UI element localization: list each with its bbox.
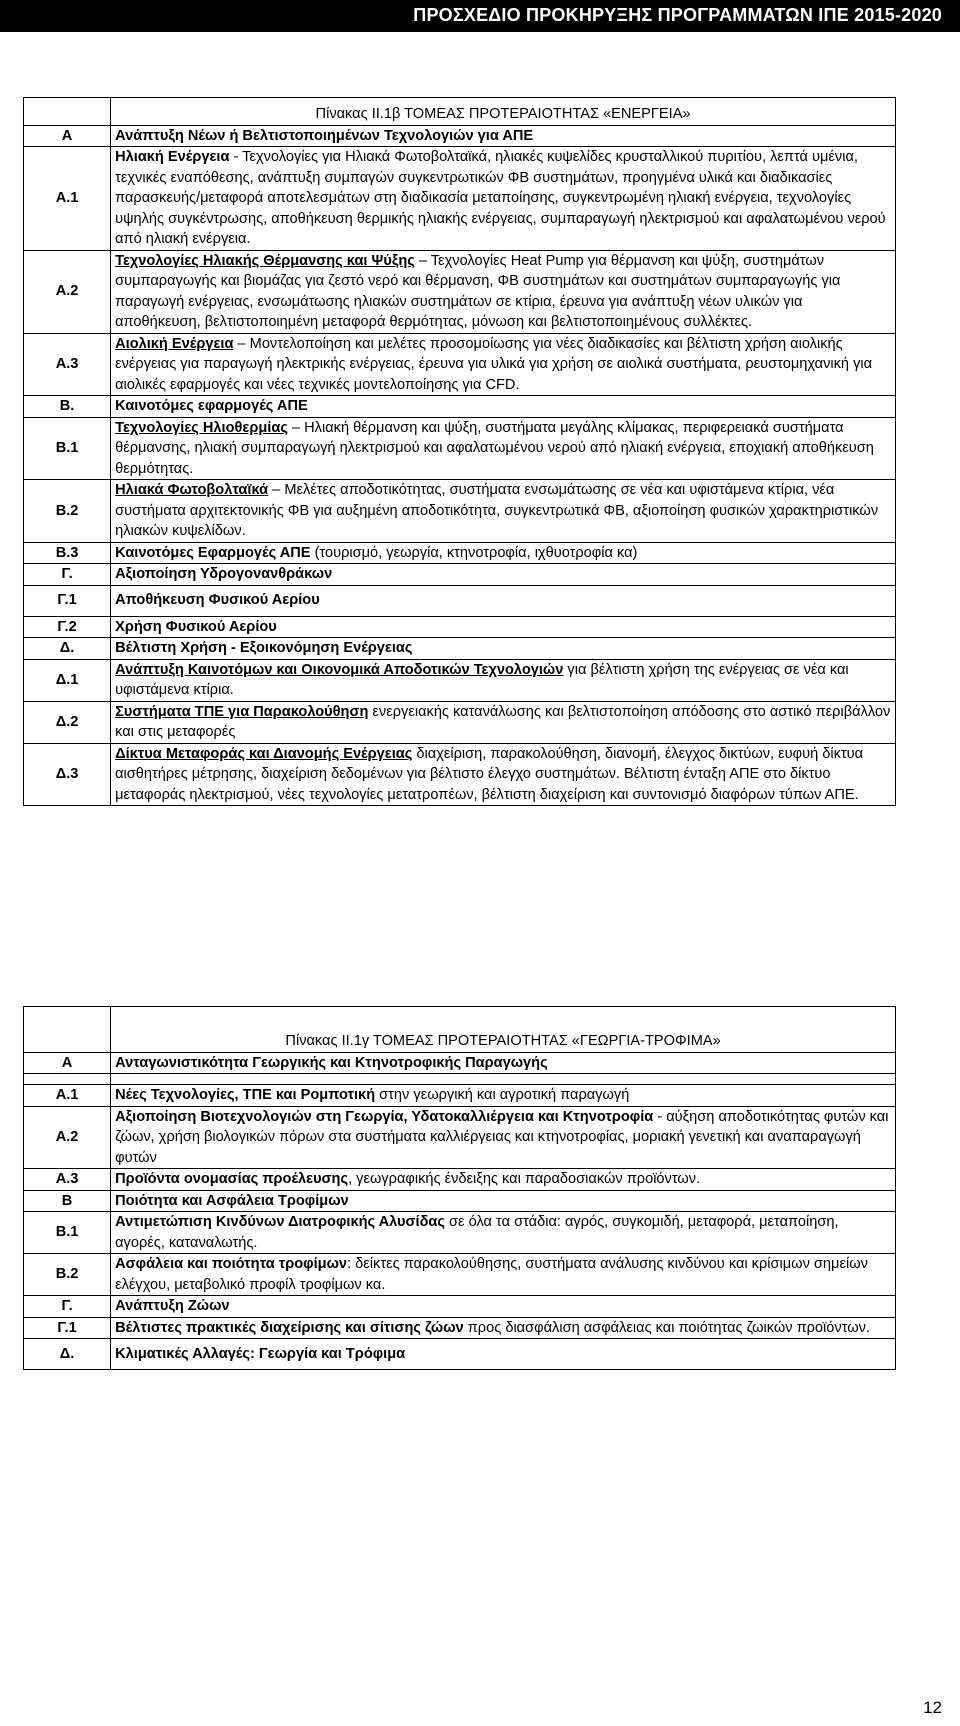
item-title: Βέλτιστες πρακτικές διαχείρισης και σίτισης ζώων [115,1319,464,1336]
item-text: (τουρισμό, γεωργία, κτηνοτροφία, ιχθυοτροφία κα) [310,544,638,561]
row-code: Γ. [24,1296,111,1318]
item-text: , γεωγραφικής ένδειξης και παραδοσιακών προϊόντων. [348,1171,701,1187]
item-title: Συστήματα ΤΠΕ για Παρακολούθηση [115,703,369,720]
row-code: Β [24,1190,111,1212]
row-code: Δ. [24,638,111,660]
section-heading: Ποιότητα και Ασφάλεια Τροφίμων [111,1190,896,1212]
table-row [24,638,896,660]
row-code: Γ.1 [24,1317,111,1339]
document-header [0,0,960,32]
table-row [24,333,896,396]
item-title: Ηλιακά Φωτοβολταϊκά [115,482,269,498]
item-text: για βέλτιστη χρήση της ενέργειας σε νέα και υφιστάμενα κτίρια. [115,661,849,698]
row-code: Α [24,1052,111,1074]
section-heading: Αξιοποίηση Υδρογονανθράκων [111,564,896,586]
item-text: διαχείριση, παρακολούθηση, διανομή, έλεγχος δικτύων, ευφυή δίκτυα αισθητήρες μέτρησης, διαχείριση δεδομένων για βέλτιστο έλεγχο συστημάτων. Βέλτιστη ένταξη ΑΠΕ στο δίκτυο μεταφοράς ηλεκτρισμού, νέες τεχνολογίες μετατροπέων, βέλτιστη διαχείριση και συντονισμό διαφόρων τύπων ΑΠΕ. [115,745,864,803]
row-code: Β. [24,396,111,418]
row-code: Α.3 [24,333,111,396]
item-title: Αποθήκευση Φυσικού Αερίου [111,585,896,616]
row-code: Α.3 [24,1169,111,1191]
table-row [24,250,896,333]
page-number: 12 [923,1698,942,1717]
item-text: ενεργειακής κατανάλωσης και βελτιστοποίηση απόδοσης στο αστικό περιβάλλον και στις μεταφορές [115,703,891,740]
row-code: Β.2 [24,480,111,543]
row-code: Γ. [24,564,111,586]
table-title: Πίνακας ΙΙ.1γ ΤΟΜΕΑΣ ΠΡΟΤΕΡΑΙΟΤΗΤΑΣ «ΓΕΩΡΓΙΑ-ΤΡΟΦΙΜΑ» [111,1007,896,1053]
table-title: Πίνακας ΙΙ.1β ΤΟΜΕΑΣ ΠΡΟΤΕΡΑΙΟΤΗΤΑΣ «ΕΝΕΡΓΕΙΑ» [111,98,896,126]
table-row [24,1339,896,1370]
energy-priority-table [23,97,896,806]
row-code: Γ.2 [24,616,111,638]
table-row [24,147,896,251]
item-title: Αντιμετώπιση Κινδύνων Διατροφικής Αλυσίδας [115,1214,445,1230]
table-row [24,585,896,616]
table-row [24,564,896,586]
item-text: στην γεωργική και αγροτική παραγωγή [375,1087,630,1103]
table-row [24,701,896,743]
table-row [24,743,896,806]
table-row [24,1085,896,1107]
item-text: – Μοντελοποίηση και μελέτες προσομοίωσης για νέες διαδικασίες και βέλτιστη χρήση αιολικής ενέργειας για παραγωγή ηλεκτρικής ενέργειας, έρευνα για υλικά για χρήση σε αιολικά συστήματα, ρευστομηχανική για αιολικές εφαρμογές και νέες τεχνικές μοντελοποίησης για CFD. [115,335,873,393]
row-code: Δ.3 [24,743,111,806]
table-row [24,480,896,543]
item-title: Ηλιακή Ενέργεια [115,149,230,165]
item-title: Προϊόντα ονομασίας προέλευσης [115,1171,349,1187]
row-code: Α [24,125,111,147]
table-row [24,1169,896,1191]
row-code: Γ.1 [24,585,111,616]
table-row [24,125,896,147]
table-row [24,396,896,418]
section-heading: Ανάπτυξη Ζώων [111,1296,896,1318]
row-code: Α.2 [24,250,111,333]
section-heading: Ανταγωνιστικότητα Γεωργικής και Κτηνοτροφικής Παραγωγής [111,1052,896,1074]
row-code: Β.1 [24,417,111,480]
item-text: – Μελέτες αποδοτικότητας, συστήματα ενσωμάτωσης σε νέα και υφιστάμενα κτίρια, νέα συστήματα αρχιτεκτονικής ΦΒ για αυξημένη αποδοτικότητα, συγκεντρωτικά ΦΒ, αξιοποίηση φυσικών χαρακτηριστικών ηλιακών κυψελίδων. [115,482,879,539]
section-heading: Ανάπτυξη Νέων ή Βελτιστοποιημένων Τεχνολογιών για ΑΠΕ [111,125,896,147]
item-text: σε όλα τα στάδια: αγρός, συγκομιδή, μεταφορά, μεταποίηση, αγορές, καταναλωτής. [115,1214,839,1251]
row-code: Α.1 [24,1085,111,1107]
table-row [24,542,896,564]
item-title: Νέες Τεχνολογίες, ΤΠΕ και Ρομποτική [115,1087,376,1103]
item-text: - Τεχνολογίες για Ηλιακά Φωτοβολταϊκά, ηλιακές κυψελίδες κρυσταλλικού πυριτίου, λεπτά υμένια, τεχνικές εναπόθεσης, ανάπτυξη συμπαγών συγκεντρωτικών ΦΒ συστημάτων, προηγμένα υλικά και διαδικασίες παρασκευής/μεταφορά αποτελεσμάτων στη διαδικασία μεταποίησης, συγκεντρωμένη ηλιακή ενέργεια, τεχνολογίες υψηλής συγκέντρωσης, αποθήκευση θερμικής ηλιακής ενέργειας, συμπαραγωγή ηλεκτρισμού και αφαλατωμένου νερού από ηλιακή ενέργεια. [115,149,886,247]
item-title: Αξιοποίηση Βιοτεχνολογιών στη Γεωργία, Υδατοκαλλιέργεια και Κτηνοτροφία [115,1108,654,1125]
header-title: ΠΡΟΣΧΕΔΙΟ ΠΡΟΚΗΡΥΞΗΣ ΠΡΟΓΡΑΜΜΑΤΩΝ ΙΠΕ 2015-2020 [413,5,942,25]
table-row [24,1190,896,1212]
row-code: Δ.2 [24,701,111,743]
item-title: Τεχνολογίες Ηλιοθερμίας [115,419,288,436]
item-title: Ανάπτυξη Καινοτόμων και Οικονομικά Αποδοτικών Τεχνολογιών [115,661,564,678]
item-title: Καινοτόμες Εφαρμογές ΑΠΕ [115,544,311,561]
row-code: Α.2 [24,1106,111,1169]
item-text: – Τεχνολογίες Heat Pump για θέρμανση και ψύξη, συστημάτων συμπαραγωγής και βιομάζας για ζεστό νερό και θέρμανση, ΦΒ συστημάτων και συστημάτων συμπαραγωγής για παραγωγή ενέργειας, ενσωμάτωσης ηλιακών συστημάτων σε κτίρια, έρευνα για ανάπτυξη νέων υλικών για αποθήκευση, βελτιστοποιημένη μεταφορά θερμότητας, μόνωση και βελτιστοποιημένους συλλέκτες. [115,252,841,330]
item-title: Ασφάλεια και ποιότητα τροφίμων [115,1256,348,1272]
table-row [24,1212,896,1254]
item-text: : δείκτες παρακολούθησης, συστήματα ανάλυσης κινδύνου και κρίσιμων σημείων ελέγχου, μεταβολικό προφίλ τροφίμων κα. [115,1256,868,1293]
item-title: Τεχνολογίες Ηλιακής Θέρμανσης και Ψύξης [115,252,415,269]
table-row [24,1106,896,1169]
item-text: - αύξηση αποδοτικότητας φυτών και ζώων, χρήση βιολογικών πόρων στα συστήματα καλλιέργειας και κτηνοτροφίας, μοριακή γενετική και αναπαραγωγή φυτών [115,1108,889,1166]
table-row [24,1254,896,1296]
agriculture-priority-table [23,1006,896,1370]
row-code: Α.1 [24,147,111,251]
table-row [24,616,896,638]
row-code: Β.3 [24,542,111,564]
section-heading: Καινοτόμες εφαρμογές ΑΠΕ [111,396,896,418]
row-code: Δ. [24,1339,111,1370]
row-code: Β.1 [24,1212,111,1254]
item-text: προς διασφάλιση ασφάλειας και ποιότητας ζωικών προϊόντων. [463,1319,871,1336]
table-row [24,1317,896,1339]
table-row [24,1296,896,1318]
item-title: Δίκτυα Μεταφοράς και Διανομής Ενέργειας [115,745,413,762]
row-code: Β.2 [24,1254,111,1296]
table-row [24,417,896,480]
section-heading: Βέλτιστη Χρήση - Εξοικονόμηση Ενέργειας [111,638,896,660]
item-title: Χρήση Φυσικού Αερίου [111,616,896,638]
row-code: Δ.1 [24,659,111,701]
item-text: – Ηλιακή θέρμανση και ψύξη, συστήματα μεγάλης κλίμακας, περιφερειακά συστήματα θέρμανσης, ηλιακή συμπαραγωγή ηλεκτρισμού και αφαλατωμένου νερού από ηλιακή ενέργεια, εποχιακή αποθήκευση θερμότητας. [115,419,874,477]
table-row [24,659,896,701]
section-heading: Κλιματικές Αλλαγές: Γεωργία και Τρόφιμα [111,1339,896,1370]
item-title: Αιολική Ενέργεια [115,335,234,352]
table-row [24,1052,896,1074]
